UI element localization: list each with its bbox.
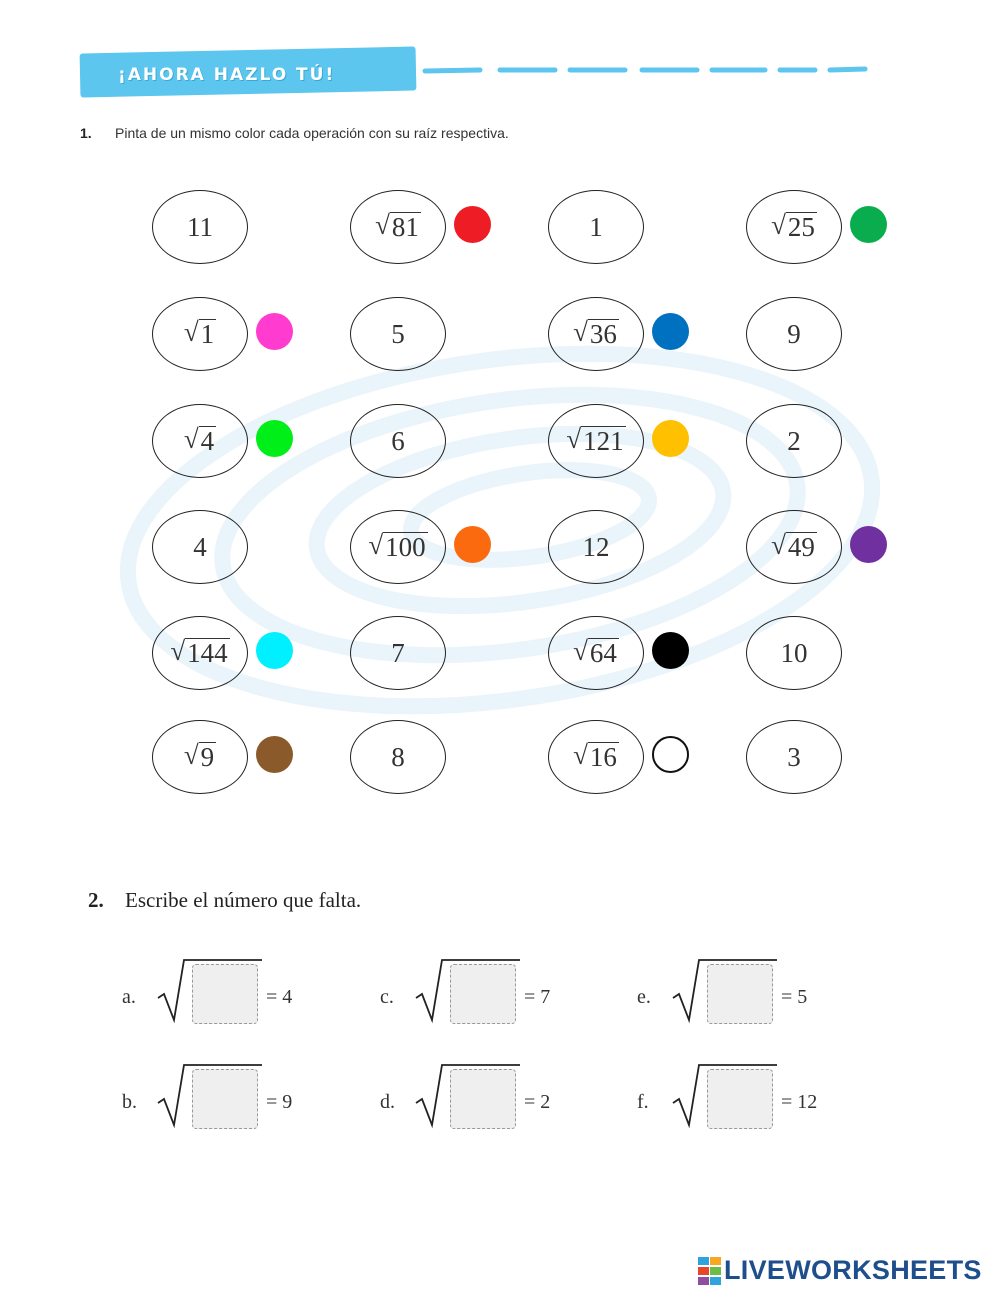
number-bubble[interactable] — [350, 297, 446, 371]
radical-expression — [771, 532, 817, 561]
radicand: 121 — [583, 426, 624, 457]
color-dot — [850, 206, 887, 243]
radicand: 49 — [787, 532, 815, 563]
radicand: 9 — [200, 742, 215, 773]
sqrt-bubble[interactable] — [548, 297, 644, 371]
number-bubble[interactable] — [548, 510, 644, 584]
sqrt-bubble[interactable] — [548, 404, 644, 478]
sqrt-symbol: √ — [368, 530, 384, 561]
radicand: 64 — [589, 638, 617, 669]
color-dot — [454, 526, 491, 563]
number-bubble[interactable] — [746, 404, 842, 478]
radicand: 4 — [200, 426, 215, 457]
liveworksheets-logo-icon — [698, 1257, 722, 1285]
color-dot — [256, 313, 293, 350]
radicand: 36 — [589, 319, 617, 350]
number-bubble[interactable] — [548, 190, 644, 264]
item-label: f. — [637, 1091, 649, 1113]
sqrt-bubble[interactable] — [152, 404, 248, 478]
sqrt-symbol: √ — [566, 424, 582, 455]
exercise-1-number: 1. — [80, 125, 92, 141]
exercise-2-instruction: Escribe el número que falta. — [125, 888, 362, 912]
sqrt-bubble[interactable] — [152, 297, 248, 371]
header-title: ¡AHORA HAZLO TÚ! — [118, 65, 336, 85]
color-dot — [454, 206, 491, 243]
number-bubble[interactable] — [152, 510, 248, 584]
number-bubble[interactable] — [350, 616, 446, 690]
item-result: = 12 — [781, 1091, 818, 1113]
color-dot — [652, 313, 689, 350]
radical-expression — [368, 532, 427, 561]
sqrt-symbol: √ — [771, 210, 786, 241]
sqrt-symbol: √ — [771, 530, 786, 561]
number-bubble[interactable] — [746, 720, 842, 794]
color-dot — [652, 632, 689, 669]
color-dot — [256, 420, 293, 457]
item-label: e. — [637, 986, 651, 1008]
answer-input-box[interactable] — [450, 964, 516, 1024]
answer-input-box[interactable] — [192, 1069, 258, 1129]
item-label: c. — [380, 986, 394, 1008]
number-bubble[interactable] — [746, 297, 842, 371]
radical-expression — [184, 426, 216, 455]
sqrt-symbol: √ — [183, 740, 199, 771]
sqrt-symbol: √ — [573, 317, 588, 348]
sqrt-bubble[interactable] — [746, 510, 842, 584]
radical-expression — [184, 319, 216, 348]
radicand: 100 — [385, 532, 426, 563]
sqrt-bubble[interactable] — [548, 720, 644, 794]
item-label: a. — [122, 986, 136, 1008]
radical-expression — [184, 742, 216, 771]
liveworksheets-logo-text: LIVEWORKSHEETS — [724, 1255, 982, 1285]
exercise-2-number: 2. — [88, 888, 104, 912]
answer-input-box[interactable] — [707, 1069, 773, 1129]
number-bubble[interactable] — [152, 190, 248, 264]
bubble-number: 4 — [193, 531, 207, 562]
bubble-number: 9 — [787, 318, 801, 349]
item-result: = 4 — [266, 986, 293, 1008]
color-dot — [256, 632, 293, 669]
bubble-number: 1 — [589, 211, 603, 242]
sqrt-bubble[interactable] — [548, 616, 644, 690]
bubble-number: 3 — [787, 741, 801, 772]
sqrt-symbol: √ — [573, 740, 588, 771]
bubble-number: 12 — [582, 531, 610, 562]
radicand: 1 — [200, 319, 215, 350]
answer-input-box[interactable] — [707, 964, 773, 1024]
radicand: 16 — [589, 742, 617, 773]
item-result: = 7 — [524, 986, 551, 1008]
radicand: 144 — [187, 638, 228, 669]
answer-input-box[interactable] — [450, 1069, 516, 1129]
sqrt-bubble[interactable] — [350, 190, 446, 264]
radical-expression — [170, 638, 229, 667]
bubble-number: 11 — [187, 211, 213, 242]
sqrt-bubble[interactable] — [152, 720, 248, 794]
sqrt-bubble[interactable] — [746, 190, 842, 264]
bubble-number: 2 — [787, 425, 801, 456]
sqrt-bubble[interactable] — [152, 616, 248, 690]
header-dashed-line — [420, 62, 870, 76]
item-result: = 5 — [781, 986, 808, 1008]
item-result: = 2 — [524, 1091, 551, 1113]
item-label: d. — [380, 1091, 395, 1113]
bubble-number: 7 — [391, 637, 405, 668]
answer-input-box[interactable] — [192, 964, 258, 1024]
sqrt-symbol: √ — [170, 636, 186, 667]
number-bubble[interactable] — [350, 404, 446, 478]
color-dot — [652, 420, 689, 457]
radical-expression — [573, 319, 619, 348]
bubble-number: 10 — [780, 637, 808, 668]
bubble-number: 5 — [391, 318, 405, 349]
radical-expression — [375, 212, 421, 241]
item-result: = 9 — [266, 1091, 293, 1113]
sqrt-symbol: √ — [573, 636, 588, 667]
radicand: 25 — [787, 212, 815, 243]
bubble-number: 6 — [391, 425, 405, 456]
sqrt-symbol: √ — [183, 317, 199, 348]
color-dot — [652, 736, 689, 773]
exercise-1-instruction: Pinta de un mismo color cada operación con su raíz respectiva. — [115, 125, 509, 141]
number-bubble[interactable] — [746, 616, 842, 690]
sqrt-symbol: √ — [183, 424, 199, 455]
radicand: 81 — [391, 212, 419, 243]
sqrt-bubble[interactable] — [350, 510, 446, 584]
color-dot — [256, 736, 293, 773]
color-dot — [850, 526, 887, 563]
radical-expression — [573, 638, 619, 667]
item-label: b. — [122, 1091, 137, 1113]
sqrt-symbol: √ — [375, 210, 390, 241]
radical-expression — [573, 742, 619, 771]
radical-expression — [771, 212, 817, 241]
number-bubble[interactable] — [350, 720, 446, 794]
radical-expression — [566, 426, 625, 455]
bubble-number: 8 — [391, 741, 405, 772]
